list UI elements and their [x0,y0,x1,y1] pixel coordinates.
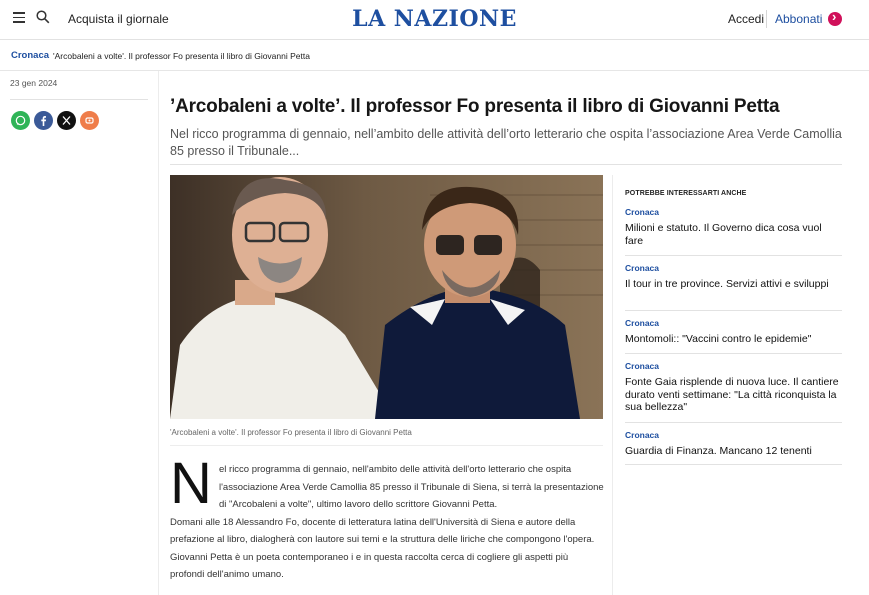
drop-cap: N [170,451,212,516]
related-title[interactable]: Fonte Gaia risplende di nuova luce. Il cantiere durato venti settimane: "La città riconquista la sua bellezza" [625,376,839,413]
related-item[interactable] [625,430,842,458]
breadcrumb-title: 'Arcobaleni a volte'. Il professor Fo presenta il libro di Giovanni Petta [53,51,310,61]
search-icon[interactable] [36,10,50,24]
header-divider [766,10,767,28]
login-link[interactable]: Accedi [728,12,765,26]
article-headline: ’Arcobaleni a volte’. Il professor Fo presenta il libro di Giovanni Petta [170,96,780,117]
divider [625,464,842,465]
link-icon[interactable] [80,111,99,130]
divider [170,445,603,446]
facebook-icon[interactable] [34,111,53,130]
related-title[interactable]: Il tour in tre province. Servizi attivi e sviluppi [625,278,829,290]
buy-newspaper-link[interactable]: Acquista il giornale [68,12,169,26]
site-logo[interactable]: LA NAZIONE [352,6,517,32]
publish-date: 23 gen 2024 [10,78,58,88]
divider [170,164,842,165]
photo-caption: 'Arcobaleni a volte'. Il professor Fo presenta il libro di Giovanni Petta [170,428,412,437]
column-divider [158,71,159,595]
article-body [170,461,605,584]
divider [625,353,842,354]
article-paragraph: Domani alle 18 Alessandro Fo, docente di letteratura latina dell'Università di Siena e autore della prefazione al libro, dialogherà con lautore sui temi e la struttura delle liriche che compongono l'opera. Giovanni Petta è un poeta contemporaneo i e in questa raccolta cerca di cogliere gli aspetti più profondi dell'animo umano. [170,516,595,580]
divider [625,310,842,311]
related-item[interactable] [625,361,842,414]
related-section[interactable]: Cronaca [625,318,660,328]
divider [625,255,842,256]
x-icon[interactable] [57,111,76,130]
divider [10,99,148,100]
column-divider [612,175,613,595]
divider [625,422,842,423]
related-item[interactable] [625,318,842,346]
article-photo[interactable] [170,175,603,419]
related-item[interactable] [625,263,842,291]
breadcrumb [0,41,869,71]
related-section[interactable]: Cronaca [625,361,660,371]
subscribe-link[interactable]: Abbonati [775,12,823,26]
article-summary: Nel ricco programma di gennaio, nell’ambito delle attività dell’orto letterario che ospita l’associazione Area Verde Camollia 85 presso il Tribunale... [170,127,842,158]
related-section[interactable]: Cronaca [625,263,660,273]
arrow-right-icon[interactable] [828,12,842,26]
site-header [0,0,869,40]
whatsapp-icon[interactable] [11,111,30,130]
related-section[interactable]: Cronaca [625,430,660,440]
related-heading: POTREBBE INTERESSARTI ANCHE [625,190,747,197]
breadcrumb-section[interactable]: Cronaca [11,50,50,61]
related-title[interactable]: Montomoli:: "Vaccini contro le epidemie" [625,333,812,345]
related-section[interactable]: Cronaca [625,207,660,217]
related-item[interactable] [625,207,842,247]
article-paragraph: el ricco programma di gennaio, nell'ambito delle attività dell'orto letterario che ospita l'associazione Area Verde Camollia 85 presso il Tribunale di Siena, si terrà la presentazione di "Arcobaleni a volte", ultimo lavoro dello scrittore Giovanni Petta. [219,464,604,510]
related-title[interactable]: Milioni e statuto. Il Governo dica cosa vuol fare [625,222,822,247]
related-title[interactable]: Guardia di Finanza. Mancano 12 tenenti [625,445,812,457]
menu-icon[interactable] [13,12,25,23]
